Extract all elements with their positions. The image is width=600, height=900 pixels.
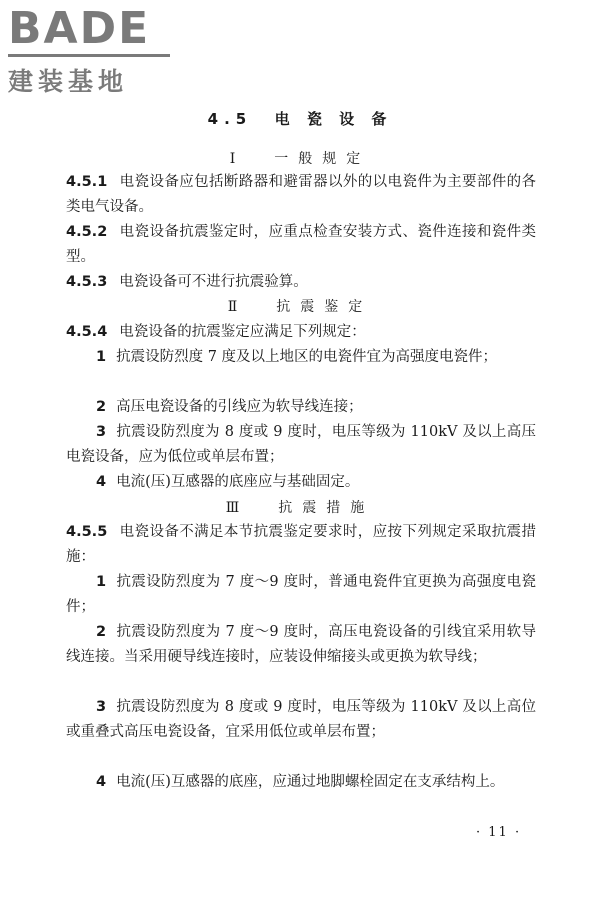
- clause-text: 电瓷设备不满足本节抗震鉴定要求时，应按下列规定采取抗震措施：: [66, 524, 536, 565]
- clause-number: 4.5.3: [66, 274, 108, 290]
- subsection-heading-3: [0, 497, 600, 517]
- subsection-numeral: Ⅰ: [229, 151, 246, 167]
- item-text: 抗震设防烈度为 7 度～9 度时，高压电瓷设备的引线宜采用软导线连接。当采用硬导线连接时，应装设伸缩接头或更换为软导线；: [66, 624, 536, 665]
- item-number: 4: [96, 774, 107, 790]
- subsection-title: 一般规定: [274, 151, 371, 167]
- clause-4-5-2: [66, 220, 536, 270]
- logo-wordmark: BADE: [8, 3, 151, 54]
- subsection-heading-2: [0, 296, 600, 316]
- subsection-title: 抗震鉴定: [276, 299, 373, 315]
- subsection-title: 抗震措施: [278, 500, 375, 516]
- subsection-heading-1: [0, 148, 600, 168]
- page-number: · 11 ·: [476, 825, 522, 840]
- clause-number: 4.5.4: [66, 324, 108, 340]
- section-number: 4.5: [207, 110, 253, 128]
- list-item: [66, 470, 536, 495]
- clause-text: 电瓷设备抗震鉴定时，应重点检查安装方式、瓷件连接和瓷件类型。: [66, 224, 536, 265]
- clause-text: 电瓷设备可不进行抗震验算。: [119, 274, 308, 290]
- clause-4-5-5: [66, 520, 536, 570]
- item-number: 2: [96, 624, 107, 640]
- item-number: 1: [96, 349, 107, 365]
- item-text: 电流(压)互感器的底座应与基础固定。: [116, 474, 360, 490]
- clause-number: 4.5.5: [66, 524, 108, 540]
- list-item: [66, 420, 536, 470]
- item-number: 4: [96, 474, 107, 490]
- item-number: 3: [96, 699, 107, 715]
- item-text: 抗震设防烈度为 8 度或 9 度时，电压等级为 110kV 及以上高位或重叠式高压电瓷设备，宜采用低位或单层布置；: [66, 699, 536, 740]
- list-item: [66, 395, 536, 420]
- list-item: [66, 770, 536, 795]
- item-text: 抗震设防烈度 7 度及以上地区的电瓷件宜为高强度电瓷件；: [116, 349, 498, 365]
- clause-number: 4.5.2: [66, 224, 108, 240]
- clause-4-5-3: [66, 270, 536, 295]
- item-number: 2: [96, 399, 107, 415]
- list-item: [66, 620, 536, 670]
- bade-logo: [8, 3, 178, 96]
- logo-rule: [8, 54, 170, 57]
- clause-text: 电瓷设备的抗震鉴定应满足下列规定：: [119, 324, 366, 340]
- clause-text: 电瓷设备应包括断路器和避雷器以外的以电瓷件为主要部件的各类电气设备。: [66, 174, 536, 215]
- list-item: [66, 570, 536, 620]
- subsection-numeral: Ⅲ: [225, 500, 250, 516]
- clause-number: 4.5.1: [66, 174, 108, 190]
- item-text: 高压电瓷设备的引线应为软导线连接；: [116, 399, 363, 415]
- clause-4-5-1: [66, 170, 536, 220]
- item-number: 1: [96, 574, 107, 590]
- subsection-numeral: Ⅱ: [227, 299, 248, 315]
- item-text: 抗震设防烈度为 7 度～9 度时，普通电瓷件宜更换为高强度电瓷件；: [66, 574, 536, 615]
- clause-4-5-4: [66, 320, 536, 345]
- section-title: [0, 108, 600, 129]
- list-item: [66, 695, 536, 745]
- logo-subtitle: 建装基地: [8, 67, 129, 96]
- item-number: 3: [96, 424, 107, 440]
- list-item: [66, 345, 536, 370]
- item-text: 抗震设防烈度为 8 度或 9 度时，电压等级为 110kV 及以上高压电瓷设备，应为低位或单层布置；: [66, 424, 536, 465]
- item-text: 电流(压)互感器的底座，应通过地脚螺栓固定在支承结构上。: [116, 774, 505, 790]
- section-title-text: 电 瓷 设 备: [274, 110, 393, 128]
